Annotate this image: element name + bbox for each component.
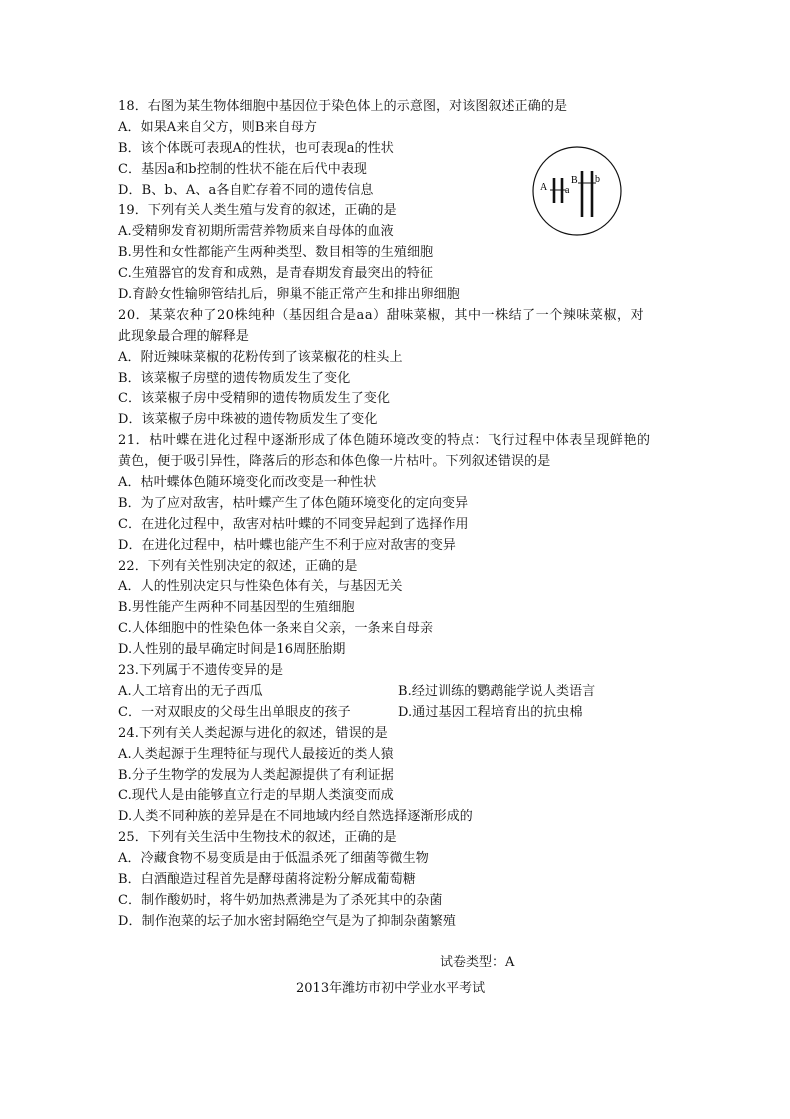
q19-option-b: B.男性和女性都能产生两种类型、数目相等的生殖细胞 <box>118 245 434 261</box>
gene-label-B: B <box>571 175 578 186</box>
q24-option-b: B.分子生物学的发展为人类起源提供了有利证据 <box>118 767 394 783</box>
q19-option-a: A.受精卵发育初期所需营养物质来自母体的血液 <box>118 224 394 240</box>
q21-option-d: D．在进化过程中，枯叶蝶也能产生不利于应对敌害的变异 <box>118 537 457 553</box>
q23-option-a: A.人工培育出的无子西瓜 <box>118 683 263 699</box>
q20-option-b: B．该菜椒子房壁的遗传物质发生了变化 <box>118 370 351 386</box>
q24-option-d: D.人类不同种族的差异是在不同地域内经自然选择逐渐形成的 <box>118 809 473 825</box>
gene-label-a: a <box>565 185 570 196</box>
q22-option-c: C.人体细胞中的性染色体一条来自父亲，一条来自母亲 <box>118 621 434 637</box>
q22-option-b: B.男性能产生两种不同基因型的生殖细胞 <box>118 600 355 616</box>
gene-label-A: A <box>540 182 548 193</box>
q20-stem-line1: 20．某菜农种了20株纯种（基因组合是aa）甜味菜椒，其中一株结了一个辣味菜椒，对 <box>118 307 645 323</box>
q25-option-a: A．冷藏食物不易变质是由于低温杀死了细菌等微生物 <box>118 851 429 867</box>
q22-option-d: D.人性别的最早确定时间是16周胚胎期 <box>118 642 346 658</box>
chromosome-diagram <box>531 145 623 237</box>
q18-option-d: D．B、b、A、a各自贮存着不同的遗传信息 <box>118 182 374 198</box>
q22-option-a: A．人的性别决定只与性染色体有关，与基因无关 <box>118 579 403 595</box>
q18-stem: 18．右图为某生物体细胞中基因位于染色体上的示意图，对该图叙述正确的是 <box>118 99 568 114</box>
q19-stem: 19．下列有关人类生殖与发育的叙述，正确的是 <box>118 203 397 219</box>
q23-options-row1 <box>118 682 678 703</box>
q23-option-c: C．一对双眼皮的父母生出单眼皮的孩子 <box>118 704 351 720</box>
q25-option-b: B．白酒酿造过程首先是酵母菌将淀粉分解成葡萄糖 <box>118 871 416 887</box>
q25-option-c: C．制作酸奶时，将牛奶加热煮沸是为了杀死其中的杂菌 <box>118 892 443 908</box>
q24-option-a: A.人类起源于生理特征与现代人最接近的类人猿 <box>118 746 394 762</box>
paper-type-label: 试卷类型：A <box>440 955 515 970</box>
q25-option-d: D．制作泡菜的坛子加水密封隔绝空气是为了抑制杂菌繁殖 <box>118 913 457 929</box>
q18-option-c: C．基因a和b控制的性状不能在后代中表现 <box>118 161 368 177</box>
q21-stem-line1: 21．枯叶蝶在进化过程中逐渐形成了体色随环境改变的特点：飞行过程中体表呈现鲜艳的 <box>118 433 651 449</box>
exam-title: 2013年潍坊市初中学业水平考试 <box>296 981 486 996</box>
q21-option-c: C．在进化过程中，敌害对枯叶蝶的不同变异起到了选择作用 <box>118 516 469 532</box>
q20-option-a: A．附近辣味菜椒的花粉传到了该菜椒花的柱头上 <box>118 349 403 365</box>
q20-option-c: C．该菜椒子房中受精卵的遗传物质发生了变化 <box>118 391 391 407</box>
q22-stem: 22．下列有关性别决定的叙述，正确的是 <box>118 558 358 574</box>
q23-option-d: D.通过基因工程培育出的抗虫棉 <box>398 704 583 720</box>
q21-option-a: A．枯叶蝶体色随环境变化而改变是一种性状 <box>118 475 377 491</box>
q23-stem: 23.下列属于不遗传变异的是 <box>118 663 284 679</box>
q21-option-b: B．为了应对敌害，枯叶蝶产生了体色随环境变化的定向变异 <box>118 495 469 511</box>
q23-option-b: B.经过训练的鹦鹉能学说人类语言 <box>398 683 596 699</box>
q23-options-row2 <box>118 703 678 724</box>
q18-option-a: A．如果A来自父方，则B来自母方 <box>118 119 317 135</box>
q20-option-d: D．该菜椒子房中珠被的遗传物质发生了变化 <box>118 412 378 428</box>
q18-option-b: B．该个体既可表现A的性状，也可表现a的性状 <box>118 140 394 156</box>
q19-option-d: D.育龄女性输卵管结扎后，卵巢不能正常产生和排出卵细胞 <box>118 287 460 303</box>
q24-stem: 24.下列有关人类起源与进化的叙述，错误的是 <box>118 725 388 741</box>
q25-stem: 25．下列有关生活中生物技术的叙述，正确的是 <box>118 830 397 846</box>
q21-stem-line2: 黄色，便于吸引异性，降落后的形态和体色像一片枯叶。下列叙述错误的是 <box>118 454 551 470</box>
gene-label-b: b <box>595 174 600 185</box>
q24-option-c: C.现代人是由能够直立行走的早期人类演变而成 <box>118 788 394 804</box>
q19-option-c: C.生殖器官的发育和成熟，是青春期发育最突出的特征 <box>118 266 434 282</box>
q20-stem-line2: 此现象最合理的解释是 <box>118 328 250 344</box>
